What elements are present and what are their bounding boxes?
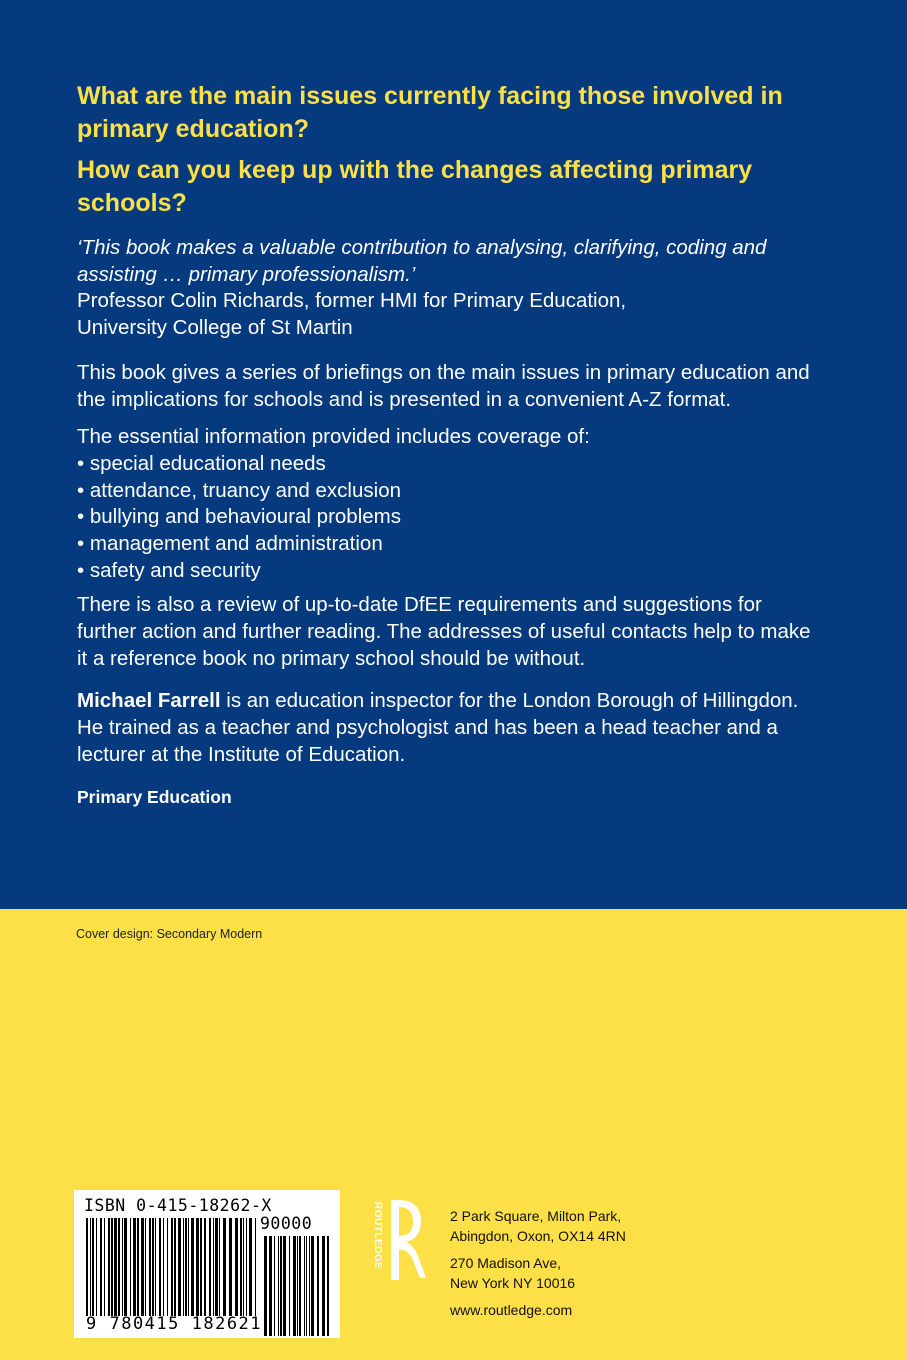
quote-text: ‘This book makes a valuable contribution to analysing, clarifying, coding and assisting … primary professionalism.’: [77, 236, 767, 286]
ean-bars: [86, 1218, 256, 1316]
barcode-bar: [304, 1236, 305, 1336]
quote-attribution-line1: Professor Colin Richards, former HMI for Primary Education,: [77, 289, 627, 312]
barcode-bar: [133, 1218, 136, 1316]
barcode-bar: [152, 1218, 154, 1316]
barcode-bar: [317, 1236, 319, 1336]
barcode-bar: [149, 1218, 151, 1316]
barcode-bar: [122, 1218, 123, 1316]
barcode-bar: [183, 1218, 184, 1316]
barcode-bar: [185, 1218, 187, 1316]
author-bio-text: is an education inspector for the London Borough of Hillingdon. He trained as a teacher and psychologist and has been a head teacher and a lecturer at the Institute of Education.: [77, 689, 799, 766]
barcode-bar: [240, 1218, 242, 1316]
coverage-list: [77, 424, 817, 585]
barcode-bar: [299, 1236, 301, 1336]
list-item: • management and administration: [77, 532, 383, 556]
barcode-bar: [141, 1218, 144, 1316]
barcode-bar: [96, 1218, 97, 1316]
barcode-bar: [104, 1218, 105, 1316]
barcode-bar: [90, 1218, 91, 1316]
barcode-bar: [86, 1218, 88, 1316]
isbn-barcode: [74, 1190, 340, 1338]
address-line: 2 Park Square, Milton Park,: [450, 1208, 622, 1224]
publisher-website: www.routledge.com: [450, 1302, 573, 1318]
barcode-bar: [100, 1218, 102, 1316]
subject-category: Primary Education: [77, 787, 232, 807]
list-item: • safety and security: [77, 558, 261, 582]
barcode-bar: [243, 1218, 244, 1316]
barcode-bar: [297, 1236, 298, 1336]
barcode-bar: [322, 1236, 325, 1336]
barcode-bar: [255, 1218, 256, 1316]
publisher-address: [450, 1206, 626, 1320]
endorsement-quote: [77, 235, 797, 341]
barcode-bar: [196, 1218, 199, 1316]
barcode-bar: [278, 1236, 279, 1336]
barcode-bar: [204, 1218, 206, 1316]
barcode-bar: [118, 1218, 120, 1316]
barcode-bar: [246, 1218, 247, 1316]
question-headline-2: How can you keep up with the changes affecting primary schools?: [77, 156, 753, 217]
address-line: 270 Madison Ave,: [450, 1255, 562, 1271]
barcode-bar: [306, 1236, 307, 1336]
barcode-bar: [178, 1218, 181, 1316]
barcode-bar: [108, 1218, 110, 1316]
isbn-text: ISBN 0-415-18262-X: [84, 1196, 272, 1215]
list-item: • bullying and behavioural problems: [77, 505, 401, 529]
barcode-bar: [283, 1236, 286, 1336]
barcode-bar: [163, 1218, 164, 1316]
barcode-bar: [215, 1218, 218, 1316]
barcode-bar: [264, 1236, 267, 1336]
barcode-bar: [200, 1218, 202, 1316]
barcode-bar: [145, 1218, 146, 1316]
author-bio: [77, 688, 817, 768]
barcode-bar: [293, 1236, 296, 1336]
routledge-wordmark: ROUTLEDGE: [372, 1202, 383, 1270]
question-headline-1: What are the main issues currently facing those involved in primary education?: [77, 82, 783, 143]
price-code: 90000: [260, 1214, 313, 1233]
barcode-bar: [92, 1218, 94, 1316]
address-line: New York NY 10016: [450, 1275, 576, 1291]
routledge-logo: [366, 1196, 426, 1286]
barcode-bar: [114, 1218, 117, 1316]
barcode-bar: [229, 1218, 232, 1316]
coverage-intro: The essential information provided includes coverage of:: [77, 425, 590, 448]
barcode-bar: [188, 1218, 189, 1316]
barcode-bar: [269, 1236, 272, 1336]
barcode-bar: [311, 1236, 314, 1336]
barcode-bar: [191, 1218, 194, 1316]
barcode-bar: [223, 1218, 226, 1316]
intro-paragraph: This book gives a series of briefings on the main issues in primary education and the implications for schools and is presented in a convenient A-Z format.: [77, 361, 810, 411]
barcode-bar: [124, 1218, 127, 1316]
barcode-bar: [249, 1218, 252, 1316]
barcode-bar: [274, 1236, 275, 1336]
cover-design-credit: Cover design: Secondary Modern: [76, 927, 263, 941]
barcode-bar: [235, 1218, 238, 1316]
list-item: • attendance, truancy and exclusion: [77, 478, 401, 502]
review-paragraph: There is also a review of up-to-date DfEE requirements and suggestions for further action and further reading. The addresses of useful contacts help to make it a reference book no primary school should be without.: [77, 593, 811, 670]
barcode-bar: [209, 1218, 211, 1316]
address-line: Abingdon, Oxon, OX14 4RN: [450, 1228, 626, 1244]
author-name: Michael Farrell: [77, 689, 221, 712]
barcode-bar: [171, 1218, 173, 1316]
barcode-bar: [130, 1218, 131, 1316]
barcode-bar: [155, 1218, 156, 1316]
barcode-bar: [309, 1236, 310, 1336]
barcode-bar: [219, 1218, 220, 1316]
quote-attribution-line2: University College of St Martin: [77, 315, 353, 339]
barcode-bar: [174, 1218, 176, 1316]
routledge-r-mark-icon: [391, 1200, 426, 1280]
barcode-bar: [111, 1218, 113, 1316]
barcode-bar: [159, 1218, 161, 1316]
barcode-bar: [137, 1218, 139, 1316]
barcode-bar: [167, 1218, 168, 1316]
barcode-bar: [327, 1236, 329, 1336]
barcode-bar: [289, 1236, 290, 1336]
ean-digits: 9 780415 182621: [86, 1314, 263, 1334]
list-item: • special educational needs: [77, 451, 326, 475]
barcode-bar: [280, 1236, 282, 1336]
barcode-bar: [213, 1218, 214, 1316]
price-addon-bars: [264, 1236, 329, 1336]
